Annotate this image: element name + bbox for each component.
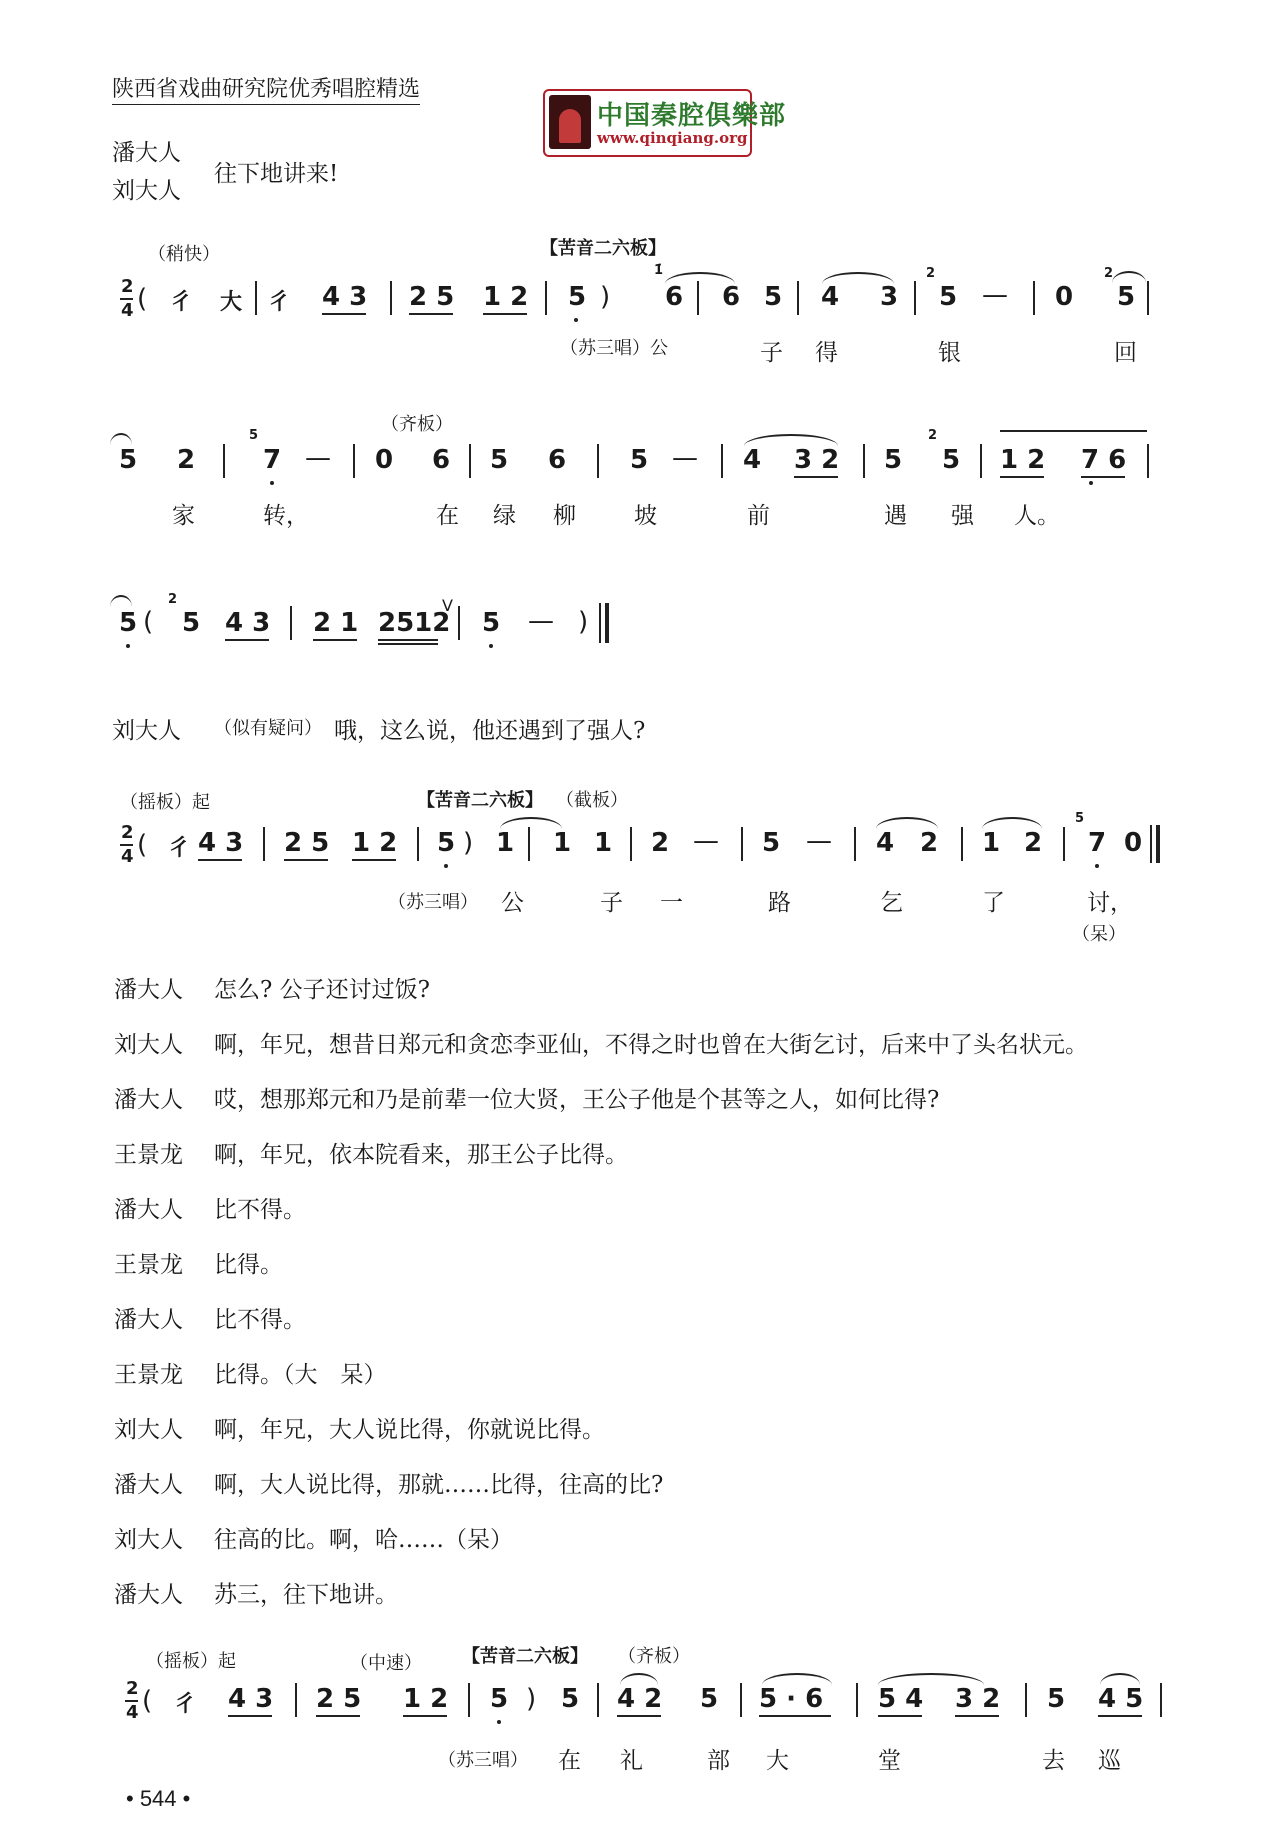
underline [794, 476, 838, 478]
logo-figure-icon [549, 95, 591, 149]
page-number: • 544 • [126, 1786, 191, 1811]
note: 3 2 [955, 1684, 1001, 1714]
note: 5 [630, 445, 649, 475]
note: 彳 [174, 1692, 197, 1717]
singer-mark: （苏三唱） [438, 1750, 528, 1771]
note: ( [142, 1686, 153, 1716]
underline [955, 1715, 999, 1717]
note: 5 · 6 [759, 1684, 824, 1714]
speed-mark: （中速） [350, 1653, 422, 1674]
underline [878, 1715, 922, 1717]
note: 7 6 [1081, 445, 1127, 475]
lyric: （苏三唱）公 [560, 338, 668, 359]
logo-name: 中国秦腔俱樂部 [597, 101, 787, 131]
barline [854, 827, 856, 861]
board-mark: （截板） [556, 790, 628, 811]
lyric: 回 [1114, 340, 1137, 366]
grace-note: 2 [1104, 266, 1114, 281]
note: 2 [177, 445, 196, 475]
time-sig-bottom: 4 [126, 1702, 139, 1723]
underline [378, 639, 438, 641]
dialogue-line: 比不得。 [214, 1197, 306, 1223]
note: 4 [821, 282, 840, 312]
note: 4 2 [617, 1684, 663, 1714]
note: 4 [743, 445, 762, 475]
barline [863, 444, 865, 478]
barline [597, 444, 599, 478]
note: ) [526, 1684, 537, 1714]
note: 5 [939, 282, 958, 312]
barline [469, 444, 471, 478]
low-dot [126, 644, 130, 648]
lyric: 坡 [634, 503, 657, 529]
dialogue-line: 怎么? 公子还讨过饭? [214, 977, 430, 1003]
speaker: 潘大人 [114, 977, 183, 1003]
lyric: 银 [938, 340, 961, 366]
lyric: 遇 [884, 503, 907, 529]
dialogue-line: 啊，年兄，大人说比得，你就说比得。 [214, 1417, 605, 1443]
barline [353, 444, 355, 478]
time-sig-top: 2 [121, 276, 134, 297]
slur [1100, 1673, 1140, 1685]
underline [316, 1715, 360, 1717]
time-sig-top: 2 [126, 1678, 139, 1699]
time-sig-bottom: 4 [121, 846, 134, 867]
barline [599, 603, 601, 643]
barline [295, 1683, 297, 1717]
note: 4 5 [1098, 1684, 1144, 1714]
tie [110, 595, 132, 607]
note: 1 2 [403, 1684, 449, 1714]
note: 彳 [168, 836, 191, 861]
barline [468, 1683, 470, 1717]
breath-mark: V [442, 596, 453, 615]
barline [914, 281, 916, 315]
note: 3 2 [794, 445, 840, 475]
note: 5 [1047, 1684, 1066, 1714]
dialogue-line: 比得。（大 呆） [214, 1362, 387, 1388]
lyric: 乞 [880, 890, 903, 916]
grace-note: 2 [168, 592, 178, 607]
speaker-liu: 刘大人 [112, 178, 181, 204]
lyric: 在 [436, 503, 459, 529]
barline [223, 444, 225, 478]
speaker: 刘大人 [112, 718, 181, 744]
lyric: 在 [558, 1748, 581, 1774]
barline [528, 827, 530, 861]
barline [1147, 444, 1149, 478]
note: 5 [762, 828, 781, 858]
note: 1 2 [483, 282, 529, 312]
note: 6 [665, 282, 684, 312]
note: 5 [119, 445, 138, 475]
lyric: 公 [501, 890, 524, 916]
lyric: 去 [1042, 1748, 1065, 1774]
note: 2 5 [284, 828, 330, 858]
page-header: 陕西省戏曲研究院优秀唱腔精选 [112, 76, 420, 105]
lyric: 强 [951, 503, 974, 529]
speaker: 潘大人 [114, 1472, 183, 1498]
lyric: 子 [760, 340, 783, 366]
tie [110, 433, 132, 445]
stage-direction: （似有疑问） [214, 718, 322, 739]
lyric: 巡 [1098, 1748, 1121, 1774]
low-dot [270, 481, 274, 485]
note: 5 [490, 1684, 509, 1714]
note: 4 3 [228, 1684, 274, 1714]
note: 0 [1124, 828, 1143, 858]
note: 2 1 [313, 608, 359, 638]
speaker: 刘大人 [114, 1032, 183, 1058]
dialogue-line: 苏三，往下地讲。 [214, 1582, 398, 1608]
barline [856, 1683, 858, 1717]
barline [458, 606, 460, 640]
note: 彳 [170, 290, 193, 315]
time-sig-bottom: 4 [121, 300, 134, 321]
dialogue-line: 啊，大人说比得，那就……比得，往高的比? [214, 1472, 664, 1498]
low-dot [574, 318, 578, 322]
barline [797, 281, 799, 315]
underline [198, 859, 242, 861]
note: 5 [119, 608, 138, 638]
note: — [672, 443, 698, 473]
low-dot [497, 1720, 501, 1724]
note: 5 [482, 608, 501, 638]
barline [961, 827, 963, 861]
speaker: 潘大人 [114, 1197, 183, 1223]
note: 5 [437, 828, 456, 858]
final-barline [605, 603, 609, 643]
barline [1033, 281, 1035, 315]
note: 4 [876, 828, 895, 858]
note: — [982, 280, 1008, 310]
lyric: 得 [815, 340, 838, 366]
low-dot [1095, 864, 1099, 868]
low-dot [444, 864, 448, 868]
note: — [528, 606, 554, 636]
barline [417, 827, 419, 861]
final-barline [1156, 825, 1160, 863]
underline [228, 1715, 272, 1717]
note: 5 [1117, 282, 1136, 312]
speaker-pan: 潘大人 [112, 140, 181, 166]
note: 2 5 [316, 1684, 362, 1714]
barline [741, 827, 743, 861]
tempo-mark: （摇板）起 [146, 1651, 236, 1672]
note: 0 [1055, 282, 1074, 312]
note: ) [463, 828, 474, 858]
lyric: 部 [707, 1748, 730, 1774]
note: 2 [920, 828, 939, 858]
lyric: 人。 [1014, 503, 1060, 529]
speaker: 潘大人 [114, 1582, 183, 1608]
underline [225, 639, 269, 641]
underline [759, 1715, 831, 1717]
dialogue-line: 比不得。 [214, 1307, 306, 1333]
note: 5 [490, 445, 509, 475]
underline [1000, 476, 1044, 478]
underline [1098, 1715, 1142, 1717]
lyric: 讨， [1087, 890, 1133, 916]
tune-name: 【苦音二六板】 [540, 238, 666, 259]
speaker: 潘大人 [114, 1087, 183, 1113]
underline [378, 643, 438, 645]
logo-url: www.qinqiang.org [597, 129, 748, 147]
underline [403, 1715, 447, 1717]
barline [1160, 1683, 1162, 1717]
note: 2 [651, 828, 670, 858]
note: 6 [432, 445, 451, 475]
speaker: 潘大人 [114, 1307, 183, 1333]
speaker: 王景龙 [114, 1142, 183, 1168]
lyric: 一 [660, 890, 683, 916]
barline [290, 606, 292, 640]
speaker: 王景龙 [114, 1362, 183, 1388]
speaker: 王景龙 [114, 1252, 183, 1278]
note: 2 [1024, 828, 1043, 858]
note: 1 [553, 828, 572, 858]
note: 6 [548, 445, 567, 475]
underline [409, 313, 453, 315]
underline [284, 859, 328, 861]
note: 1 2 [352, 828, 398, 858]
dialogue-line: 啊，年兄，想昔日郑元和贪恋李亚仙，不得之时也曾在大街乞讨，后来中了头名状元。 [214, 1032, 1088, 1058]
lyric: 路 [768, 890, 791, 916]
time-sig-top: 2 [121, 822, 134, 843]
note: 7 [263, 445, 282, 475]
dialogue-line: 往高的比。啊，哈……（呆） [214, 1527, 513, 1553]
note: 1 [496, 828, 515, 858]
lyric: 了 [982, 890, 1005, 916]
slur [1000, 430, 1147, 436]
speaker: 刘大人 [114, 1527, 183, 1553]
dialogue-line: 哦，这么说，他还遇到了强人? [334, 718, 646, 744]
note: 5 [561, 1684, 580, 1714]
note: 5 [942, 445, 961, 475]
underline [322, 313, 366, 315]
note: 4 3 [225, 608, 271, 638]
lyric: 大 [766, 1748, 789, 1774]
club-logo [543, 89, 787, 157]
grace-note: 5 [249, 428, 259, 443]
note: — [305, 443, 331, 473]
note: 4 3 [198, 828, 244, 858]
note: 5 [182, 608, 201, 638]
lyric: 绿 [493, 503, 516, 529]
note: ) [578, 607, 589, 637]
lyric: 转， [263, 503, 309, 529]
note: 5 [568, 282, 587, 312]
grace-note: 2 [926, 266, 936, 281]
note: ( [137, 284, 148, 314]
singer-mark: （苏三唱） [388, 892, 478, 913]
note: 6 [722, 282, 741, 312]
lyric: 前 [747, 503, 770, 529]
note: 7 [1088, 828, 1107, 858]
intro-line: 往下地讲来! [214, 161, 339, 187]
tune-name: 【苦音二六板】 [417, 790, 543, 811]
underline [1081, 476, 1125, 478]
end-mark: （呆） [1072, 924, 1126, 945]
barline [740, 1683, 742, 1717]
tune-name: 【苦音二六板】 [462, 1646, 588, 1667]
dialogue-line: 比得。 [214, 1252, 283, 1278]
note: 4 3 [322, 282, 368, 312]
note: 1 2 [1000, 445, 1046, 475]
note: 5 [884, 445, 903, 475]
barline [263, 827, 265, 861]
low-dot [489, 644, 493, 648]
slur [1112, 271, 1146, 283]
dialogue-line: 啊，年兄，依本院看来，那王公子比得。 [214, 1142, 628, 1168]
barline [597, 1683, 599, 1717]
barline [1025, 1683, 1027, 1717]
board-mark: （齐板） [381, 414, 453, 435]
lyric: 家 [172, 503, 195, 529]
grace-note: 2 [928, 428, 938, 443]
note: ( [137, 830, 148, 860]
barline [980, 444, 982, 478]
lyric: 礼 [620, 1748, 643, 1774]
board-mark: （齐板） [618, 1646, 690, 1667]
note: 1 [982, 828, 1001, 858]
note: 5 [764, 282, 783, 312]
barline [630, 827, 632, 861]
slur [620, 1673, 658, 1685]
underline [352, 859, 396, 861]
barline [1147, 281, 1149, 315]
lyric: 堂 [878, 1748, 901, 1774]
note: 2512 [378, 608, 451, 638]
underline [483, 313, 527, 315]
underline [617, 1715, 661, 1717]
barline [255, 281, 257, 315]
dialogue-line: 哎，想那郑元和乃是前辈一位大贤，王公子他是个甚等之人，如何比得? [214, 1087, 940, 1113]
note: 1 [594, 828, 613, 858]
note: 5 4 [878, 1684, 924, 1714]
lyric: 柳 [553, 503, 576, 529]
tempo-mark: （稍快） [148, 244, 220, 265]
lyric: 子 [600, 890, 623, 916]
note: 2 5 [409, 282, 455, 312]
note: ( [143, 607, 154, 637]
barline [1063, 827, 1065, 861]
note: 3 [880, 282, 899, 312]
note: 5 [700, 1684, 719, 1714]
grace-note: 1̇ [654, 263, 664, 278]
underline [313, 639, 357, 641]
barline [721, 444, 723, 478]
slur [762, 1673, 832, 1685]
note: 彳 [268, 290, 291, 315]
grace-note: 5 [1075, 811, 1085, 826]
note: 0 [375, 445, 394, 475]
speaker: 刘大人 [114, 1417, 183, 1443]
note: — [693, 826, 719, 856]
note: — [806, 826, 832, 856]
tempo-mark: （摇板）起 [120, 792, 210, 813]
barline [697, 281, 699, 315]
barline [545, 281, 547, 315]
barline [1150, 825, 1152, 863]
note: 大 [220, 290, 243, 315]
barline [390, 281, 392, 315]
low-dot [1089, 481, 1093, 485]
note: ) [600, 282, 611, 312]
